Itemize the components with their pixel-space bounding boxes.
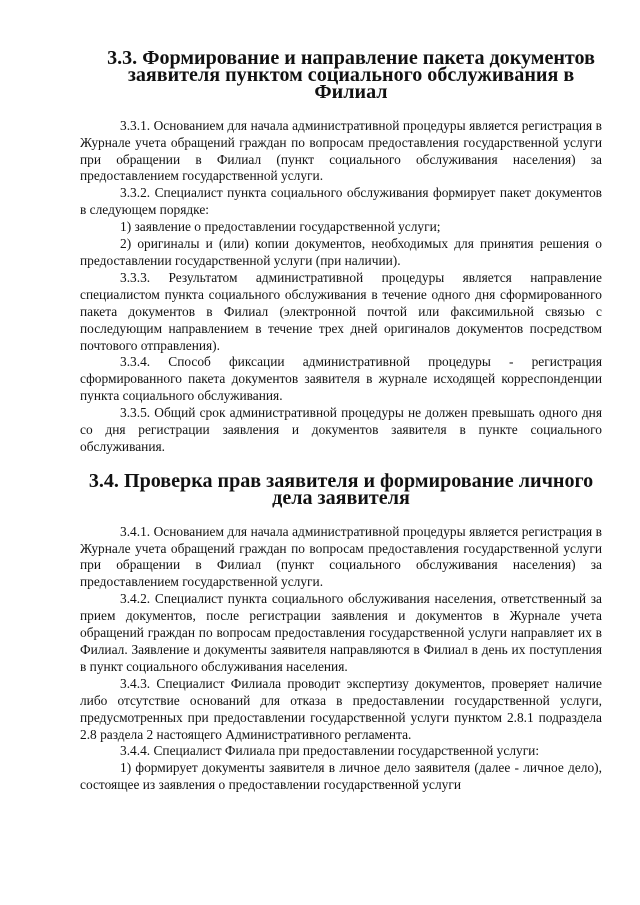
paragraph-3-4-1: 3.4.1. Основанием для начала административной процедуры является регистрация в Журнале учета обращений граждан по вопросам предоставления государственной услуги при обращении в Филиал (пункт социального обслуживания населения) за предоставлением государственной услуги.: [80, 523, 602, 590]
paragraph-3-3-2: 3.3.2. Специалист пункта социального обслуживания формирует пакет документов в следующем порядке:: [80, 185, 602, 218]
section-3-3-heading: 3.3. Формирование и направление пакета документов заявителя пунктом социального обслуживания в Филиал: [107, 47, 595, 103]
paragraph-3-3-5: 3.3.5. Общий срок административной процедуры не должен превышать одного дня со дня регистрации заявления и документов заявителя в пункте социального обслуживания.: [80, 405, 602, 454]
paragraph-3-4-3: 3.4.3. Специалист Филиала проводит экспертизу документов, проверяет наличие либо отсутствие оснований для отказа в предоставлении государственной услуги, предусмотренных при предоставлении государственной услуги пунктом 2.8.1 подраздела 2.8 раздела 2 настоящего Административного регламента.: [80, 675, 602, 742]
paragraph-3-3-1: 3.3.1. Основанием для начала административной процедуры является регистрация в Журнале учета обращений граждан по вопросам предоставления государственной услуги при обращении в Филиал (пункт социального обслуживания населения) за предоставлением государственной услуги.: [80, 117, 602, 184]
section-3-4-heading: 3.4. Проверка прав заявителя и формирование личного дела заявителя: [88, 469, 594, 509]
paragraph-3-3-3: 3.3.3. Результатом административной процедуры является направление специалистом пункта социального обслуживания в течение одного дня сформированного пакета документов в Филиал (электронной почтой или факсимильной связью с последующим направлением в течение трех дней оригиналов документов посредством почтового отправления).: [80, 269, 602, 353]
paragraph-3-3-4: 3.3.4. Способ фиксации административной процедуры - регистрация сформированного пакета документов заявителя в журнале исходящей корреспонденции пункта социального обслуживания.: [80, 354, 602, 404]
list-item-3-4-4-1: 1) формирует документы заявителя в личное дело заявителя (далее - личное дело), состоящее из заявления о предоставлении государственной услуги: [80, 760, 602, 793]
paragraph-3-4-2: 3.4.2. Специалист пункта социального обслуживания населения, ответственный за прием документов, после регистрации заявления и документов в Журнале учета обращений граждан по вопросам предоставления государственной услуги направляет их в Филиал. Заявление и документы заявителя направляются в Филиал в день их поступления в пункт социального обслуживания населения.: [80, 591, 602, 674]
list-item-3-3-2-2: 2) оригиналы и (или) копии документов, необходимых для принятия решения о предоставлении государственной услуги (при наличии).: [80, 236, 602, 268]
document-page: [80, 30, 602, 794]
paragraph-3-4-4: 3.4.4. Специалист Филиала при предоставлении государственной услуги:: [120, 743, 540, 759]
list-item-3-3-2-1: 1) заявление о предоставлении государственной услуги;: [120, 219, 441, 235]
